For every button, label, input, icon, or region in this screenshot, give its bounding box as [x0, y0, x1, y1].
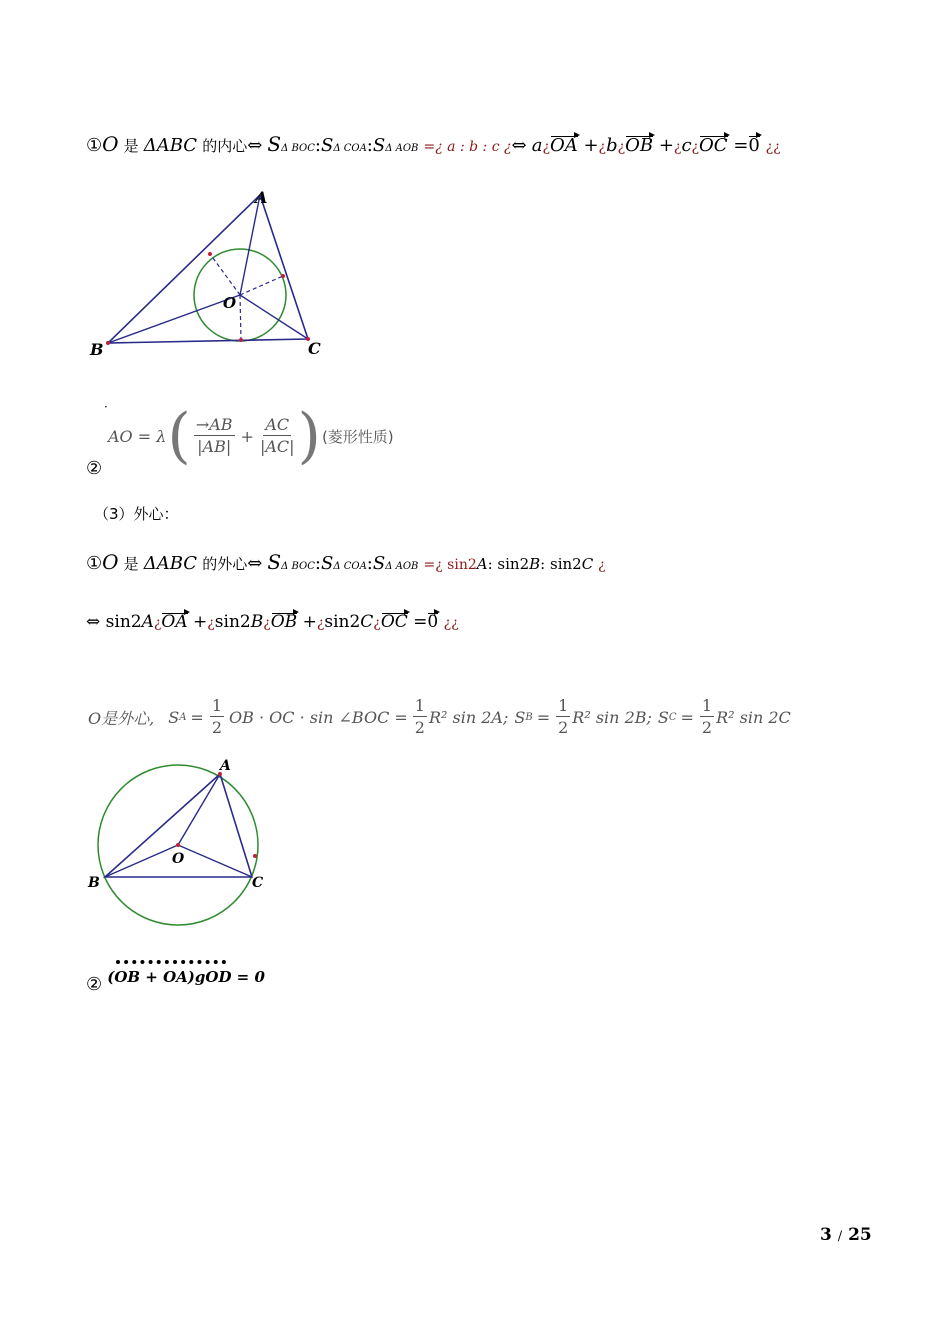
area-s-coa: SΔ COA [320, 553, 367, 574]
zero-vector: 0 [427, 612, 439, 632]
label-shi: 是 [123, 555, 139, 573]
triangle-abc: ΔABC [143, 553, 198, 574]
sin-ratio: =¿ sin2A: sin2B: sin2C ¿ [423, 555, 606, 573]
iff-symbol-2: ⇔ [511, 135, 527, 156]
area-s-boc: SΔ BOC [267, 132, 315, 156]
vertex-label-B: B [88, 875, 100, 891]
vector-OB: OB [625, 135, 654, 156]
area-s-boc: SΔ BOC [267, 550, 315, 574]
zero-vector: 0 [748, 135, 760, 156]
vertex-label-A: A [220, 758, 231, 774]
circumcenter-item1: ①O 是 ΔABC 的外心⇔ SΔ BOC:SΔ COA:SΔ AOB =¿ sin2A: sin2B: sin2C ¿ [86, 550, 606, 574]
vertex-label-C: C [308, 339, 321, 358]
vector-OA: OA [161, 612, 188, 632]
section-heading-circumcenter: （3）外心： [94, 505, 179, 523]
circled-1: ① [86, 553, 103, 574]
area-s-aob: SΔ AOB [372, 135, 419, 156]
point-O: O [102, 132, 119, 156]
lambda-formula: AO = λ ( $\frac{\to AB}{|AB|}$ + $\frac{AC}{|AC|}$ ) (菱形性质) [108, 401, 394, 471]
iff-symbol: ⇔ [247, 553, 263, 574]
vector-OB: OB [270, 612, 298, 632]
ratio-colon: : [366, 135, 373, 156]
page-number: 3 / 25 [820, 1225, 872, 1245]
label-shi: 是 [123, 137, 139, 155]
ratio-colon: : [314, 135, 321, 156]
circled-2: ② [86, 458, 103, 479]
vertex-label-B: B [90, 340, 104, 359]
center-label-O: O [223, 294, 237, 312]
circled-2: ② [86, 974, 103, 995]
incenter-item1 [86, 132, 781, 162]
area-s-aob: SΔ AOB [372, 553, 419, 574]
ratio-abc: =¿ a : b : c ¿ [423, 139, 512, 155]
iff-symbol: ⇔ [247, 135, 263, 156]
vertex-label-C: C [252, 875, 264, 891]
center-label-O: O [172, 851, 185, 867]
vector-OC: OC [699, 135, 728, 156]
triangle-abc: ΔABC [143, 135, 198, 156]
circumcenter-item1-line2: ⇔ sin2A¿OA +¿sin2B¿OB +¿sin2C¿OC =0 ¿¿ [86, 612, 459, 632]
circled-1: ① [86, 135, 103, 156]
vector-OA: OA [549, 135, 578, 156]
circumcenter-figure [80, 750, 280, 940]
label-circumcenter: 的外心 [202, 555, 248, 573]
area-formula-line: O是外心, S A = $\frac{1}{2}$ OB · OC · sin ∠BOC = $\frac{1}{2}$ R² sin 2A; S B = $\frac{1}{2}$ R² sin 2B; S C = $\frac{1}{2}$ R² sin 2C [88, 695, 791, 737]
label-incenter: 的内心 [202, 137, 248, 155]
dot-product-expr: (OB + OA)gOD = 0 [107, 968, 265, 986]
vertex-label-A: A [255, 188, 268, 207]
dot-mark: · [104, 400, 108, 414]
vector-equation: a¿OA +¿b¿OB +¿c¿OC =0 ¿¿ [531, 135, 781, 156]
incenter-figure [80, 180, 340, 370]
circumcenter-item2 [86, 960, 265, 995]
area-s-coa: SΔ COA [320, 135, 367, 156]
point-O: O [102, 550, 119, 574]
vector-OC: OC [380, 612, 408, 632]
